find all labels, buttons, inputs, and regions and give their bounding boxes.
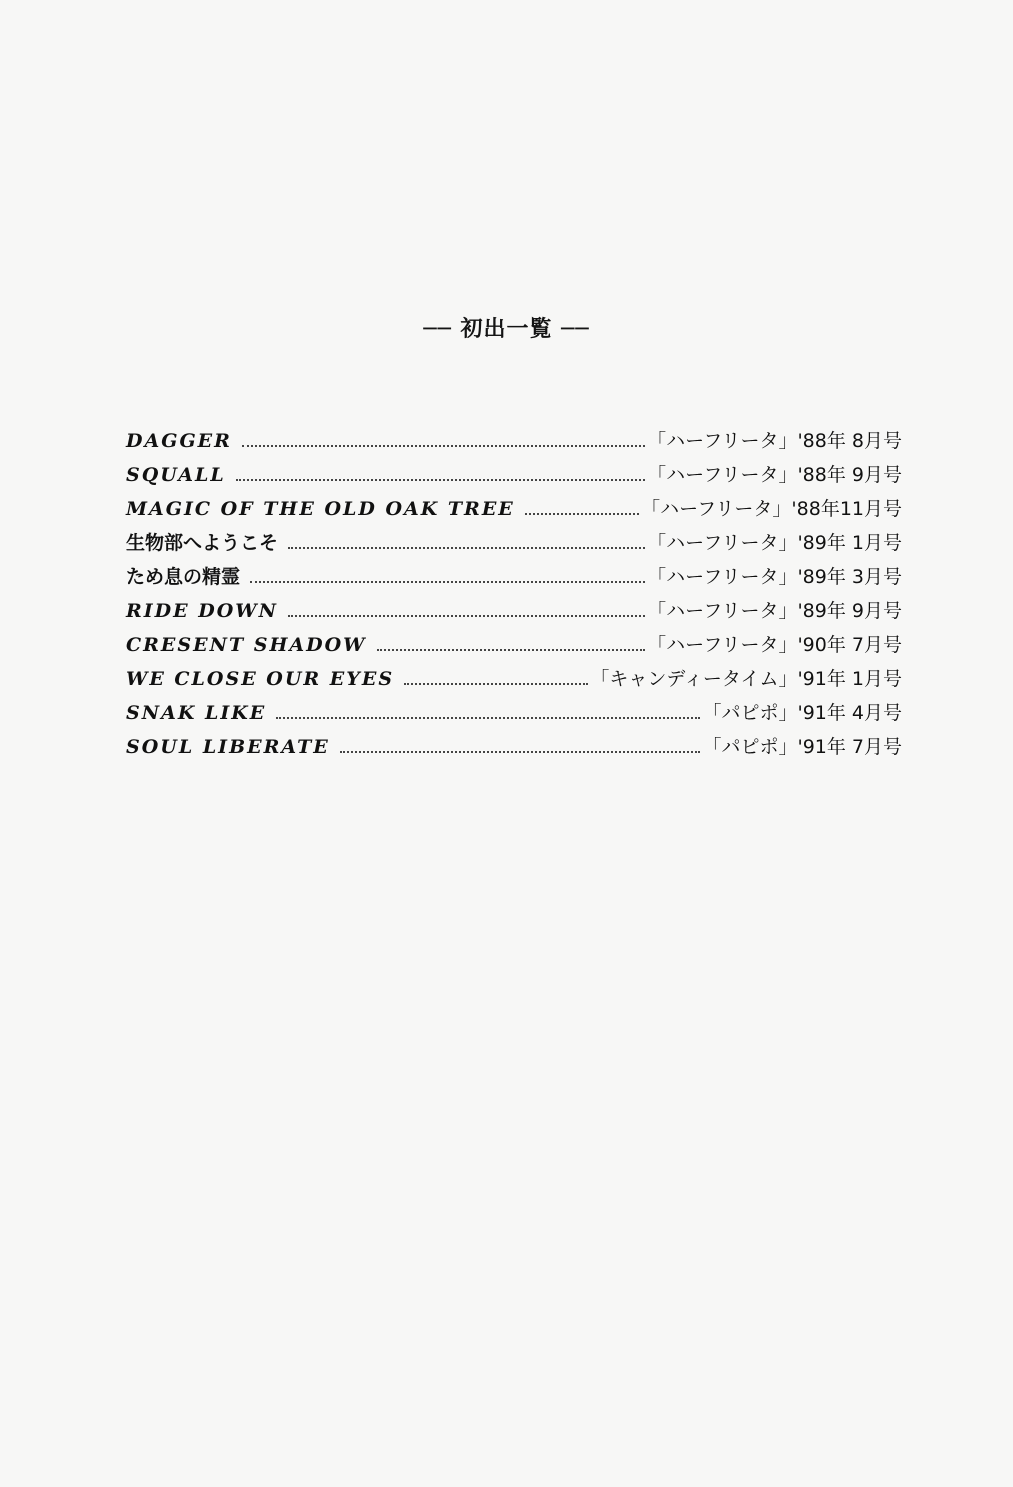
list-item — [126, 492, 902, 526]
list-item — [126, 560, 902, 594]
publication-source: 「キャンディータイム」'91年 1月号 — [590, 668, 902, 690]
work-title: WE CLOSE OUR EYES — [126, 668, 395, 690]
work-title: SOUL LIBERATE — [126, 736, 330, 758]
dot-leader — [242, 443, 645, 447]
dot-leader — [404, 681, 588, 685]
work-title: SQUALL — [126, 464, 226, 486]
publication-source: 「ハーフリータ」'89年 1月号 — [647, 532, 902, 554]
list-item — [126, 696, 902, 730]
dot-leader — [288, 545, 645, 549]
dot-leader — [276, 715, 700, 719]
publication-source: 「ハーフリータ」'88年 9月号 — [647, 464, 902, 486]
work-title: DAGGER — [126, 430, 232, 452]
publication-source: 「ハーフリータ」'88年11月号 — [641, 498, 902, 520]
work-title: RIDE DOWN — [126, 600, 278, 622]
dot-leader — [236, 477, 645, 481]
work-title: ため息の精霊 — [126, 566, 241, 588]
publication-source: 「ハーフリータ」'89年 9月号 — [647, 600, 902, 622]
dot-leader — [250, 579, 645, 583]
list-item — [126, 526, 902, 560]
publication-source: 「ハーフリータ」'88年 8月号 — [647, 430, 902, 452]
list-item — [126, 730, 902, 764]
dot-leader — [525, 511, 639, 515]
dot-leader — [288, 613, 645, 617]
list-item — [126, 628, 902, 662]
list-item — [126, 458, 902, 492]
first-appearance-list — [126, 424, 902, 764]
publication-source: 「パピポ」'91年 4月号 — [702, 702, 902, 724]
list-item — [126, 594, 902, 628]
list-item — [126, 424, 902, 458]
work-title: 生物部へようこそ — [126, 532, 279, 554]
publication-source: 「ハーフリータ」'90年 7月号 — [647, 634, 902, 656]
publication-source: 「パピポ」'91年 7月号 — [702, 736, 902, 758]
dot-leader — [340, 749, 701, 753]
publication-source: 「ハーフリータ」'89年 3月号 — [647, 566, 902, 588]
work-title: MAGIC OF THE OLD OAK TREE — [126, 498, 515, 520]
list-item — [126, 662, 902, 696]
work-title: SNAK LIKE — [126, 702, 267, 724]
dot-leader — [377, 647, 646, 651]
page-title: ── 初出一覧 ── — [423, 317, 590, 342]
work-title: CRESENT SHADOW — [126, 634, 367, 656]
